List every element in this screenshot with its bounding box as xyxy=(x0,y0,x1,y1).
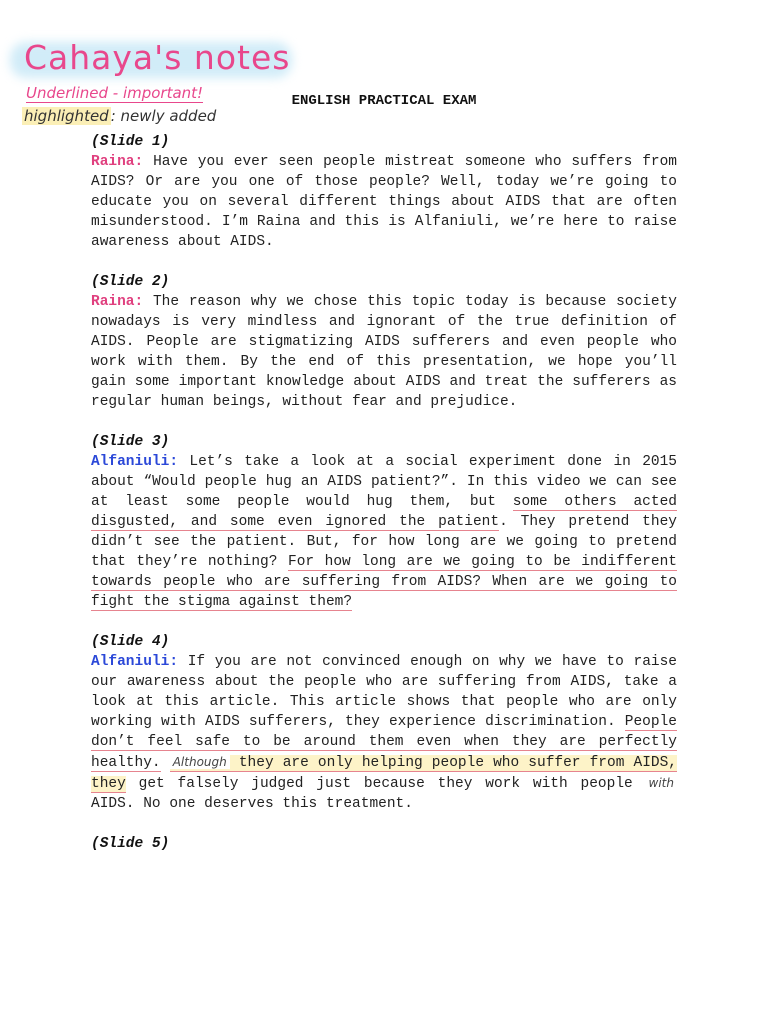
paragraph-text: The reason why we chose this topic today is because society nowadays is very mindless and ignorant of the true definition of AIDS. People are stigmatizing AIDS sufferers and even people who work with them. By the end of this presentation, we hope you’ll gain some important knowledge about AIDS and treat the sufferers as regular human beings, without fear and prejudice. xyxy=(91,294,677,410)
slide-paragraph xyxy=(91,452,677,612)
slide-3 xyxy=(91,432,677,612)
underlined-text: some others acted disgusted, and some even ignored the patient xyxy=(91,494,677,530)
paragraph-text xyxy=(161,755,170,771)
slide-label: (Slide 3) xyxy=(91,434,170,450)
slide-paragraph xyxy=(91,652,677,814)
speaker-name: Raina: xyxy=(91,294,144,310)
handwritten-word: with xyxy=(646,776,677,790)
underlined-text: People don’t feel safe to be around them even when they are perfectly healthy. xyxy=(91,714,677,771)
legend-underlined: Underlined - important! xyxy=(26,84,204,102)
legend-highlighted xyxy=(22,107,216,125)
paragraph-text: . They pretend they didn’t see the patient. But, for how long are we going to pretend that they’re nothing? xyxy=(91,514,677,570)
legend-highlighted-value: : newly added xyxy=(110,107,217,125)
underlined-text: For how long are we going to be indifferent towards people who are suffering from AIDS? When are we going to fight the stigma against them? xyxy=(91,554,677,610)
paragraph-text: get falsely judged just because they work with people xyxy=(125,776,646,792)
notes-title: Cahaya's notes xyxy=(24,38,291,77)
paragraph-text: Have you ever seen people mistreat someone who suffers from AIDS? Or are you one of those people? Well, today we’re going to educate you on several different things about AIDS that are often misunderstood. I’m Raina and this is Alfaniuli, we’re here to raise awareness about AIDS. xyxy=(91,154,677,250)
slide-label: (Slide 1) xyxy=(91,134,170,150)
slide-label: (Slide 4) xyxy=(91,634,170,650)
slide-label: (Slide 2) xyxy=(91,274,170,290)
speaker-name: Alfaniuli: xyxy=(91,654,179,670)
slide-paragraph xyxy=(91,152,677,252)
document-title: ENGLISH PRACTICAL EXAM xyxy=(291,93,477,109)
underlined-text: they are only helping people who suffer from AIDS, they xyxy=(91,755,677,792)
slide-4 xyxy=(91,632,677,814)
paragraph-text: If you are not convinced enough on why we have to raise our awareness about the people who are suffering from AIDS, take a look at this article. This article shows that people who are only working with AIDS sufferers, they experience discrimination. xyxy=(91,654,678,730)
speaker-name: Raina: xyxy=(91,154,144,170)
speaker-name: Alfaniuli: xyxy=(91,454,179,470)
handwritten-word: Although xyxy=(170,755,230,769)
paragraph-text: AIDS. No one deserves this treatment. xyxy=(91,796,413,812)
legend-highlighted-key: highlighted xyxy=(24,107,109,125)
slide-2 xyxy=(91,272,677,412)
slides-list xyxy=(91,132,677,874)
slide-label: (Slide 5) xyxy=(91,836,170,852)
slide-paragraph xyxy=(91,292,677,412)
slide-1 xyxy=(91,132,677,252)
slide-5 xyxy=(91,834,677,854)
paragraph-text: Let’s take a look at a social experiment done in 2015 about “Would people hug an AIDS patient?”. In this video we can see at least some people would hug them, but xyxy=(91,454,677,510)
